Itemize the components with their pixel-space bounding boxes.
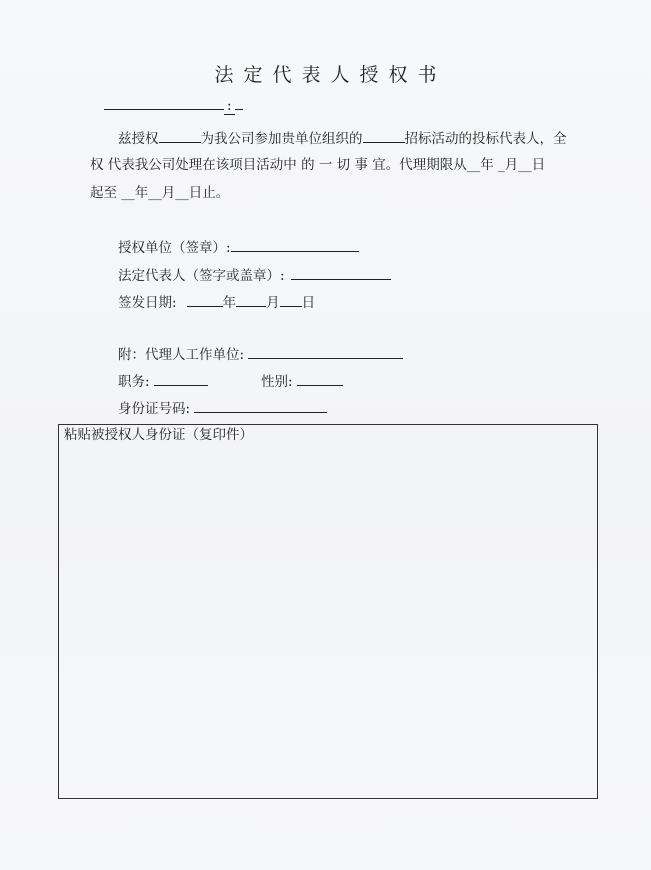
legal-representative-line	[118, 264, 391, 286]
project-name-blank[interactable]	[363, 127, 405, 143]
para1-middle: 为我公司参加贵单位组织的	[200, 131, 363, 147]
agent-work-unit-line	[118, 343, 403, 365]
authorization-paragraph-line-3: 起至 __年__月__日止。	[90, 185, 230, 201]
agent-name-blank[interactable]	[159, 127, 201, 143]
legal-representative-label: 法定代表人（签字或盖章）:	[118, 268, 285, 284]
position-label: 职务:	[118, 374, 150, 390]
issue-month-label: 月	[266, 295, 280, 311]
authorizing-unit-label: 授权单位（签章）:	[118, 240, 231, 256]
agent-work-unit-blank[interactable]	[248, 343, 403, 359]
authorizing-unit-line	[118, 236, 359, 258]
authorization-paragraph-line-1	[118, 127, 567, 149]
issue-date-line	[118, 291, 315, 313]
legal-representative-blank[interactable]	[291, 264, 391, 280]
para1-suffix: 招标活动的投标代表人，全	[404, 131, 567, 147]
issue-date-label: 签发日期:	[118, 295, 177, 311]
gender-blank[interactable]	[297, 370, 343, 386]
position-blank[interactable]	[154, 370, 208, 386]
agent-id-number-line	[118, 397, 327, 419]
issue-year-blank[interactable]	[187, 291, 223, 307]
issue-day-blank[interactable]	[280, 291, 302, 307]
issue-year-label: 年	[222, 295, 237, 311]
agent-gender-line	[261, 370, 343, 392]
gender-label: 性别:	[261, 374, 293, 390]
agent-position-line	[118, 370, 208, 392]
document-title: 法定代表人授权书	[214, 64, 447, 86]
issue-day-label: 日	[301, 295, 316, 311]
addressee-colon: :	[224, 98, 235, 115]
id-number-label: 身份证号码:	[118, 401, 191, 417]
agent-work-unit-label: 附：代理人工作单位:	[118, 347, 245, 363]
authorization-paragraph-line-2: 权 代表我公司处理在该项目活动中 的 一 切 事 宜。代理期限从__年 _月__日	[90, 157, 546, 173]
para1-prefix: 兹授权	[118, 131, 159, 147]
authorizing-unit-blank[interactable]	[231, 236, 359, 252]
id-card-paste-box[interactable]	[58, 424, 598, 799]
issue-month-blank[interactable]	[236, 291, 266, 307]
addressee-blank[interactable]	[104, 94, 224, 110]
id-number-blank[interactable]	[194, 397, 327, 413]
addressee-line	[104, 94, 243, 116]
id-card-paste-label: 粘贴被授权人身份证（复印件）	[64, 427, 253, 443]
addressee-blank-tail	[235, 94, 243, 110]
